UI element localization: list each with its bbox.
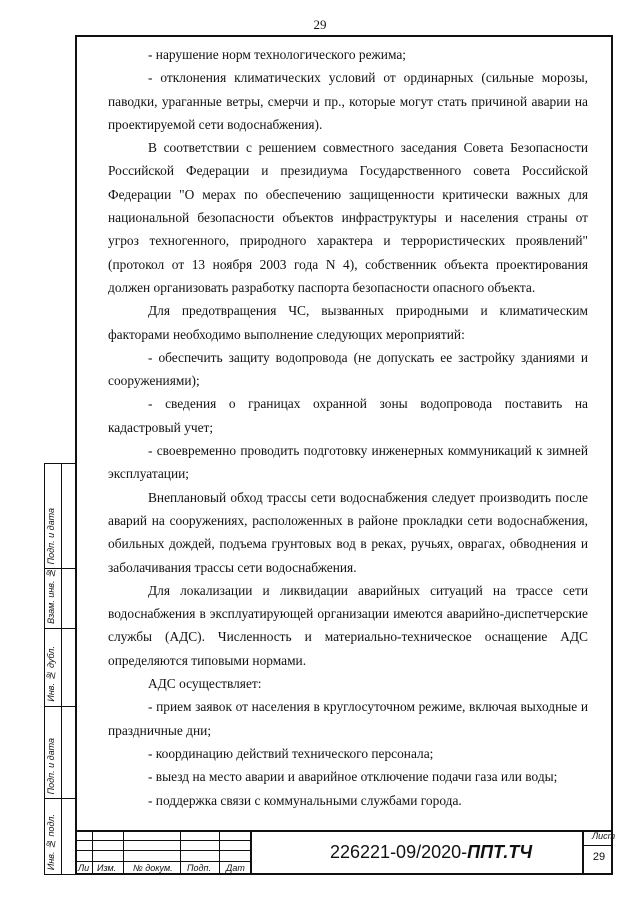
stamp-col-li: Ли <box>78 863 90 873</box>
stamp-col-doc: № докум. <box>133 863 173 873</box>
document-body <box>108 43 588 812</box>
side-stamp-label: Инв. № подл. <box>46 813 56 870</box>
paragraph: - выезд на место аварии и аварийное отключение подачи газа или воды; <box>148 769 558 785</box>
stamp-col-podp: Подп. <box>187 863 211 873</box>
document-code-suffix: ППТ.ТЧ <box>467 842 533 862</box>
side-stamp-podp-data-2 <box>44 706 75 798</box>
paragraph: Для локализации и ликвидации аварийных ситуаций на трассе сети водоснабжения в эксплуатирующей организации имеются аварийно-диспетчерские службы (АДС). Численность и материально-техническое оснащение АДС определяются типовыми нормами. <box>108 582 588 668</box>
stamp-col-izm: Изм. <box>97 863 117 873</box>
paragraph: АДС осуществляет: <box>148 676 262 692</box>
paragraph: Для предотвращения ЧС, вызванных природными и климатическим факторами необходимо выполнение следующих мероприятий: <box>108 303 588 342</box>
document-code-number: 226221-09/2020- <box>330 842 468 862</box>
side-stamp-podp-data-1 <box>44 463 75 568</box>
side-stamp-label: Взам. инв. № <box>46 568 56 624</box>
paragraph: - своевременно проводить подготовку инженерных коммуникаций к зимней эксплуатации; <box>108 443 588 482</box>
paragraph: - поддержка связи с коммунальными службами города. <box>148 792 462 808</box>
sheet-label: Лист <box>592 831 616 841</box>
sheet-number: 29 <box>592 851 606 863</box>
side-stamp-label: Инв. № дубл. <box>46 646 56 702</box>
paragraph: - отклонения климатических условий от ординарных (сильные морозы, паводки, ураганные ветры, смерчи и пр., которые могут стать причиной аварии на проектируемой сети водоснабжения). <box>108 70 588 132</box>
page-number: 29 <box>313 17 327 32</box>
paragraph: - прием заявок от населения в круглосуточном режиме, включая выходные и праздничные дни; <box>108 699 588 738</box>
paragraph: В соответствии с решением совместного заседания Совета Безопасности Российской Федерации и президиума Государственного совета Российской Федерации "О мерах по обеспечению защищенности критически важных для национальной безопасности объектов инфраструктуры и населения страны от угроз техногенного, природного характера и террористических проявлений" (протокол от 13 ноября 2003 года N 4), собственник объекта проектирования должен организовать разработку паспорта безопасности опасного объекта. <box>108 140 588 295</box>
side-stamp-inv-podl <box>44 798 75 875</box>
side-stamp-inv-dubl <box>44 628 75 706</box>
side-stamp-label: Подп. и дата <box>46 507 56 564</box>
paragraph: - координацию действий технического персонала; <box>148 745 434 761</box>
paragraph: - сведения о границах охранной зоны водопровода поставить на кадастровый учет; <box>108 396 588 435</box>
document-code <box>330 842 532 863</box>
paragraph: Внеплановый обход трассы сети водоснабжения следует производить после аварий на сооружениях, расположенных в районе прокладки сети водоснабжения, обильных дождей, подъема грунтовых вод в реках, ручьях, оврагах, обводнения и заболачивания трассы сети водоснабжения. <box>108 489 588 575</box>
stamp-col-dat: Дат <box>226 863 245 873</box>
title-block <box>75 830 616 875</box>
side-stamp-label: Подп. и дата <box>46 737 56 794</box>
side-stamp-vzam-inv <box>44 568 75 628</box>
paragraph: - обеспечить защиту водопровода (не допускать ее застройку зданиями и сооружениями); <box>108 349 588 389</box>
paragraph: - нарушение норм технологического режима; <box>148 47 406 62</box>
